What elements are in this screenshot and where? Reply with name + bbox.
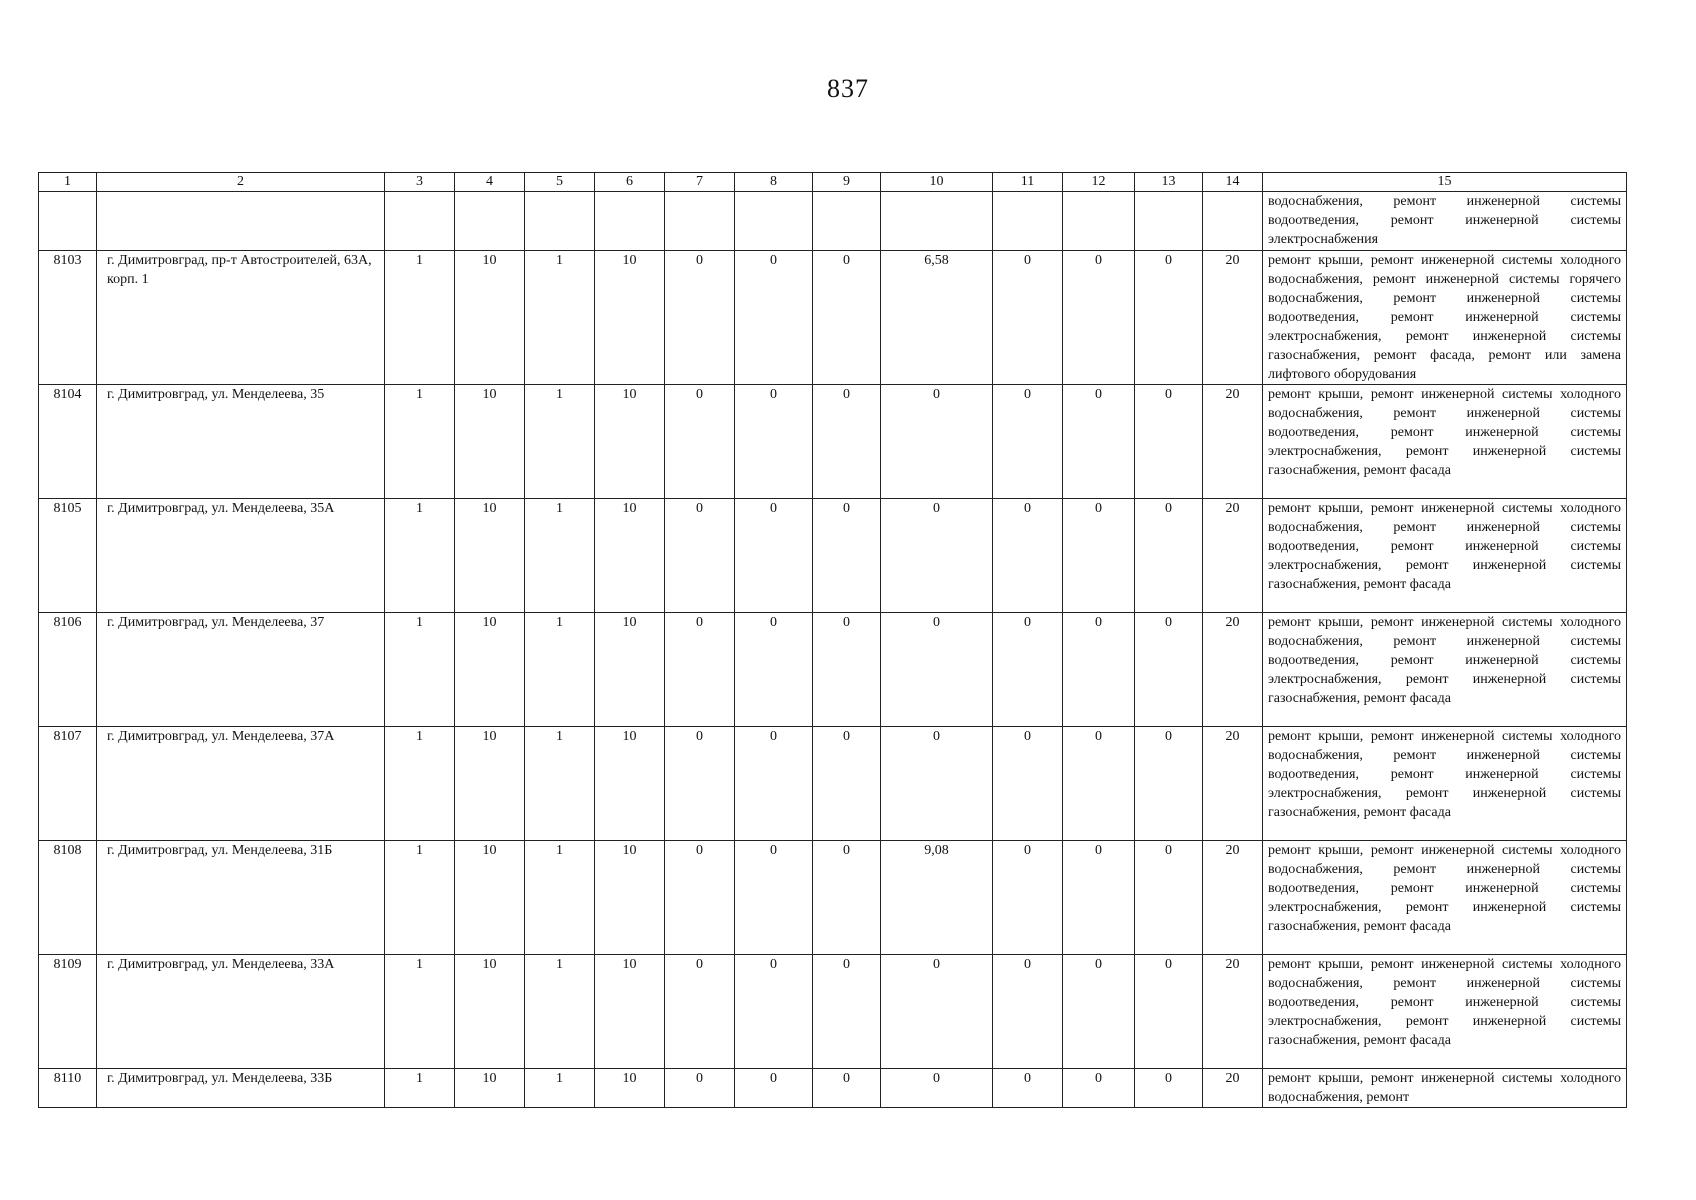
record-id-cell: 8110 xyxy=(39,1069,97,1108)
value-cell-col-4: 10 xyxy=(455,385,525,499)
value-cell-col-3: 1 xyxy=(385,499,455,613)
column-number-cell: 4 xyxy=(455,173,525,192)
value-cell-col-11: 0 xyxy=(993,1069,1063,1108)
value-cell-col-11: 0 xyxy=(993,955,1063,1069)
table-row xyxy=(39,499,1627,613)
address-cell: г. Димитровград, ул. Менделеева, 35А xyxy=(97,499,385,613)
value-cell-col-7: 0 xyxy=(665,251,735,385)
empty-cell xyxy=(881,192,993,251)
empty-cell xyxy=(1063,192,1135,251)
works-description-cell: ремонт крыши, ремонт инженерной системы холодного водоснабжения, ремонт инженерной системы водоотведения, ремонт инженерной системы электроснабжения, ремонт инженерной системы газоснабжения, ремонт фасада xyxy=(1263,841,1627,955)
value-cell-col-8: 0 xyxy=(735,385,813,499)
value-cell-col-3: 1 xyxy=(385,955,455,1069)
empty-cell xyxy=(813,192,881,251)
value-cell-col-7: 0 xyxy=(665,499,735,613)
value-cell-col-5: 1 xyxy=(525,727,595,841)
works-description-cell: ремонт крыши, ремонт инженерной системы холодного водоснабжения, ремонт инженерной системы горячего водоснабжения, ремонт инженерной системы водоотведения, ремонт инженерной системы электроснабжения, ремонт инженерной системы газоснабжения, ремонт фасада, ремонт или замена лифтового оборудования xyxy=(1263,251,1627,385)
address-cell: г. Димитровград, пр-т Автостроителей, 63А, корп. 1 xyxy=(97,251,385,385)
value-cell-col-3: 1 xyxy=(385,727,455,841)
record-id-cell: 8109 xyxy=(39,955,97,1069)
column-number-cell: 12 xyxy=(1063,173,1135,192)
value-cell-col-13: 0 xyxy=(1135,955,1203,1069)
value-cell-col-14: 20 xyxy=(1203,1069,1263,1108)
value-cell-col-13: 0 xyxy=(1135,1069,1203,1108)
value-cell-col-12: 0 xyxy=(1063,251,1135,385)
value-cell-col-13: 0 xyxy=(1135,727,1203,841)
value-cell-col-5: 1 xyxy=(525,251,595,385)
value-cell-col-5: 1 xyxy=(525,613,595,727)
address-cell: г. Димитровград, ул. Менделеева, 31Б xyxy=(97,841,385,955)
value-cell-col-8: 0 xyxy=(735,727,813,841)
empty-cell xyxy=(1135,192,1203,251)
value-cell-col-13: 0 xyxy=(1135,841,1203,955)
address-cell: г. Димитровград, ул. Менделеева, 37А xyxy=(97,727,385,841)
record-id-cell: 8108 xyxy=(39,841,97,955)
column-number-cell: 13 xyxy=(1135,173,1203,192)
value-cell-col-3: 1 xyxy=(385,385,455,499)
value-cell-col-14: 20 xyxy=(1203,251,1263,385)
column-number-cell: 9 xyxy=(813,173,881,192)
table-row xyxy=(39,1069,1627,1108)
value-cell-col-3: 1 xyxy=(385,251,455,385)
value-cell-col-14: 20 xyxy=(1203,499,1263,613)
empty-cell xyxy=(525,192,595,251)
value-cell-col-13: 0 xyxy=(1135,613,1203,727)
value-cell-col-7: 0 xyxy=(665,955,735,1069)
value-cell-col-13: 0 xyxy=(1135,499,1203,613)
value-cell-col-14: 20 xyxy=(1203,841,1263,955)
address-cell: г. Димитровград, ул. Менделеева, 33А xyxy=(97,955,385,1069)
empty-cell xyxy=(665,192,735,251)
value-cell-col-7: 0 xyxy=(665,841,735,955)
value-cell-col-4: 10 xyxy=(455,251,525,385)
value-cell-col-9: 0 xyxy=(813,841,881,955)
column-number-cell: 2 xyxy=(97,173,385,192)
empty-cell xyxy=(993,192,1063,251)
value-cell-col-11: 0 xyxy=(993,613,1063,727)
value-cell-col-10: 0 xyxy=(881,499,993,613)
value-cell-col-12: 0 xyxy=(1063,1069,1135,1108)
value-cell-col-5: 1 xyxy=(525,1069,595,1108)
value-cell-col-10: 0 xyxy=(881,1069,993,1108)
works-description-cell: ремонт крыши, ремонт инженерной системы холодного водоснабжения, ремонт xyxy=(1263,1069,1627,1108)
table-row xyxy=(39,727,1627,841)
works-description-cell: ремонт крыши, ремонт инженерной системы холодного водоснабжения, ремонт инженерной системы водоотведения, ремонт инженерной системы электроснабжения, ремонт инженерной системы газоснабжения, ремонт фасада xyxy=(1263,955,1627,1069)
value-cell-col-6: 10 xyxy=(595,499,665,613)
column-number-cell: 8 xyxy=(735,173,813,192)
address-cell: г. Димитровград, ул. Менделеева, 35 xyxy=(97,385,385,499)
record-id-cell: 8105 xyxy=(39,499,97,613)
value-cell-col-3: 1 xyxy=(385,1069,455,1108)
value-cell-col-11: 0 xyxy=(993,251,1063,385)
works-description-cell: ремонт крыши, ремонт инженерной системы холодного водоснабжения, ремонт инженерной системы водоотведения, ремонт инженерной системы электроснабжения, ремонт инженерной системы газоснабжения, ремонт фасада xyxy=(1263,613,1627,727)
value-cell-col-7: 0 xyxy=(665,1069,735,1108)
empty-cell xyxy=(39,192,97,251)
value-cell-col-9: 0 xyxy=(813,251,881,385)
value-cell-col-4: 10 xyxy=(455,727,525,841)
column-number-cell: 15 xyxy=(1263,173,1627,192)
value-cell-col-4: 10 xyxy=(455,613,525,727)
records-table xyxy=(38,172,1627,1108)
value-cell-col-9: 0 xyxy=(813,499,881,613)
value-cell-col-6: 10 xyxy=(595,613,665,727)
value-cell-col-10: 0 xyxy=(881,955,993,1069)
value-cell-col-8: 0 xyxy=(735,955,813,1069)
record-id-cell: 8106 xyxy=(39,613,97,727)
value-cell-col-6: 10 xyxy=(595,1069,665,1108)
value-cell-col-8: 0 xyxy=(735,613,813,727)
value-cell-col-11: 0 xyxy=(993,385,1063,499)
empty-cell xyxy=(595,192,665,251)
value-cell-col-7: 0 xyxy=(665,613,735,727)
value-cell-col-6: 10 xyxy=(595,385,665,499)
value-cell-col-10: 0 xyxy=(881,385,993,499)
value-cell-col-7: 0 xyxy=(665,727,735,841)
column-number-cell: 1 xyxy=(39,173,97,192)
column-number-cell: 11 xyxy=(993,173,1063,192)
value-cell-col-4: 10 xyxy=(455,955,525,1069)
value-cell-col-4: 10 xyxy=(455,1069,525,1108)
value-cell-col-12: 0 xyxy=(1063,841,1135,955)
value-cell-col-12: 0 xyxy=(1063,385,1135,499)
empty-cell xyxy=(97,192,385,251)
value-cell-col-5: 1 xyxy=(525,955,595,1069)
value-cell-col-10: 9,08 xyxy=(881,841,993,955)
value-cell-col-13: 0 xyxy=(1135,385,1203,499)
record-id-cell: 8103 xyxy=(39,251,97,385)
value-cell-col-11: 0 xyxy=(993,841,1063,955)
table-row xyxy=(39,841,1627,955)
value-cell-col-5: 1 xyxy=(525,499,595,613)
value-cell-col-14: 20 xyxy=(1203,613,1263,727)
table-row xyxy=(39,955,1627,1069)
value-cell-col-14: 20 xyxy=(1203,955,1263,1069)
page-number: 837 xyxy=(827,74,869,103)
value-cell-col-4: 10 xyxy=(455,499,525,613)
column-number-row xyxy=(39,173,1627,192)
empty-cell xyxy=(455,192,525,251)
value-cell-col-8: 0 xyxy=(735,251,813,385)
value-cell-col-8: 0 xyxy=(735,841,813,955)
empty-cell xyxy=(1203,192,1263,251)
value-cell-col-9: 0 xyxy=(813,1069,881,1108)
value-cell-col-12: 0 xyxy=(1063,499,1135,613)
address-cell: г. Димитровград, ул. Менделеева, 37 xyxy=(97,613,385,727)
value-cell-col-14: 20 xyxy=(1203,727,1263,841)
value-cell-col-9: 0 xyxy=(813,955,881,1069)
works-description-cell: ремонт крыши, ремонт инженерной системы холодного водоснабжения, ремонт инженерной системы водоотведения, ремонт инженерной системы электроснабжения, ремонт инженерной системы газоснабжения, ремонт фасада xyxy=(1263,727,1627,841)
value-cell-col-9: 0 xyxy=(813,385,881,499)
value-cell-col-10: 0 xyxy=(881,727,993,841)
value-cell-col-4: 10 xyxy=(455,841,525,955)
record-id-cell: 8104 xyxy=(39,385,97,499)
table-row xyxy=(39,385,1627,499)
value-cell-col-11: 0 xyxy=(993,727,1063,841)
works-description-cell: водоснабжения, ремонт инженерной системы водоотведения, ремонт инженерной системы электроснабжения xyxy=(1263,192,1627,251)
value-cell-col-6: 10 xyxy=(595,841,665,955)
works-description-cell: ремонт крыши, ремонт инженерной системы холодного водоснабжения, ремонт инженерной системы водоотведения, ремонт инженерной системы электроснабжения, ремонт инженерной системы газоснабжения, ремонт фасада xyxy=(1263,499,1627,613)
value-cell-col-12: 0 xyxy=(1063,613,1135,727)
column-number-cell: 10 xyxy=(881,173,993,192)
continuation-row xyxy=(39,192,1627,251)
table-row xyxy=(39,613,1627,727)
value-cell-col-12: 0 xyxy=(1063,727,1135,841)
value-cell-col-5: 1 xyxy=(525,841,595,955)
value-cell-col-9: 0 xyxy=(813,613,881,727)
value-cell-col-9: 0 xyxy=(813,727,881,841)
value-cell-col-5: 1 xyxy=(525,385,595,499)
value-cell-col-6: 10 xyxy=(595,727,665,841)
works-description-cell: ремонт крыши, ремонт инженерной системы холодного водоснабжения, ремонт инженерной системы водоотведения, ремонт инженерной системы электроснабжения, ремонт инженерной системы газоснабжения, ремонт фасада xyxy=(1263,385,1627,499)
column-number-cell: 3 xyxy=(385,173,455,192)
value-cell-col-8: 0 xyxy=(735,499,813,613)
column-number-cell: 7 xyxy=(665,173,735,192)
address-cell: г. Димитровград, ул. Менделеева, 33Б xyxy=(97,1069,385,1108)
value-cell-col-12: 0 xyxy=(1063,955,1135,1069)
value-cell-col-10: 6,58 xyxy=(881,251,993,385)
table-row xyxy=(39,251,1627,385)
column-number-cell: 6 xyxy=(595,173,665,192)
empty-cell xyxy=(735,192,813,251)
column-number-cell: 14 xyxy=(1203,173,1263,192)
record-id-cell: 8107 xyxy=(39,727,97,841)
value-cell-col-10: 0 xyxy=(881,613,993,727)
value-cell-col-3: 1 xyxy=(385,841,455,955)
value-cell-col-3: 1 xyxy=(385,613,455,727)
value-cell-col-14: 20 xyxy=(1203,385,1263,499)
value-cell-col-8: 0 xyxy=(735,1069,813,1108)
value-cell-col-6: 10 xyxy=(595,955,665,1069)
value-cell-col-13: 0 xyxy=(1135,251,1203,385)
value-cell-col-6: 10 xyxy=(595,251,665,385)
column-number-cell: 5 xyxy=(525,173,595,192)
value-cell-col-11: 0 xyxy=(993,499,1063,613)
empty-cell xyxy=(385,192,455,251)
value-cell-col-7: 0 xyxy=(665,385,735,499)
